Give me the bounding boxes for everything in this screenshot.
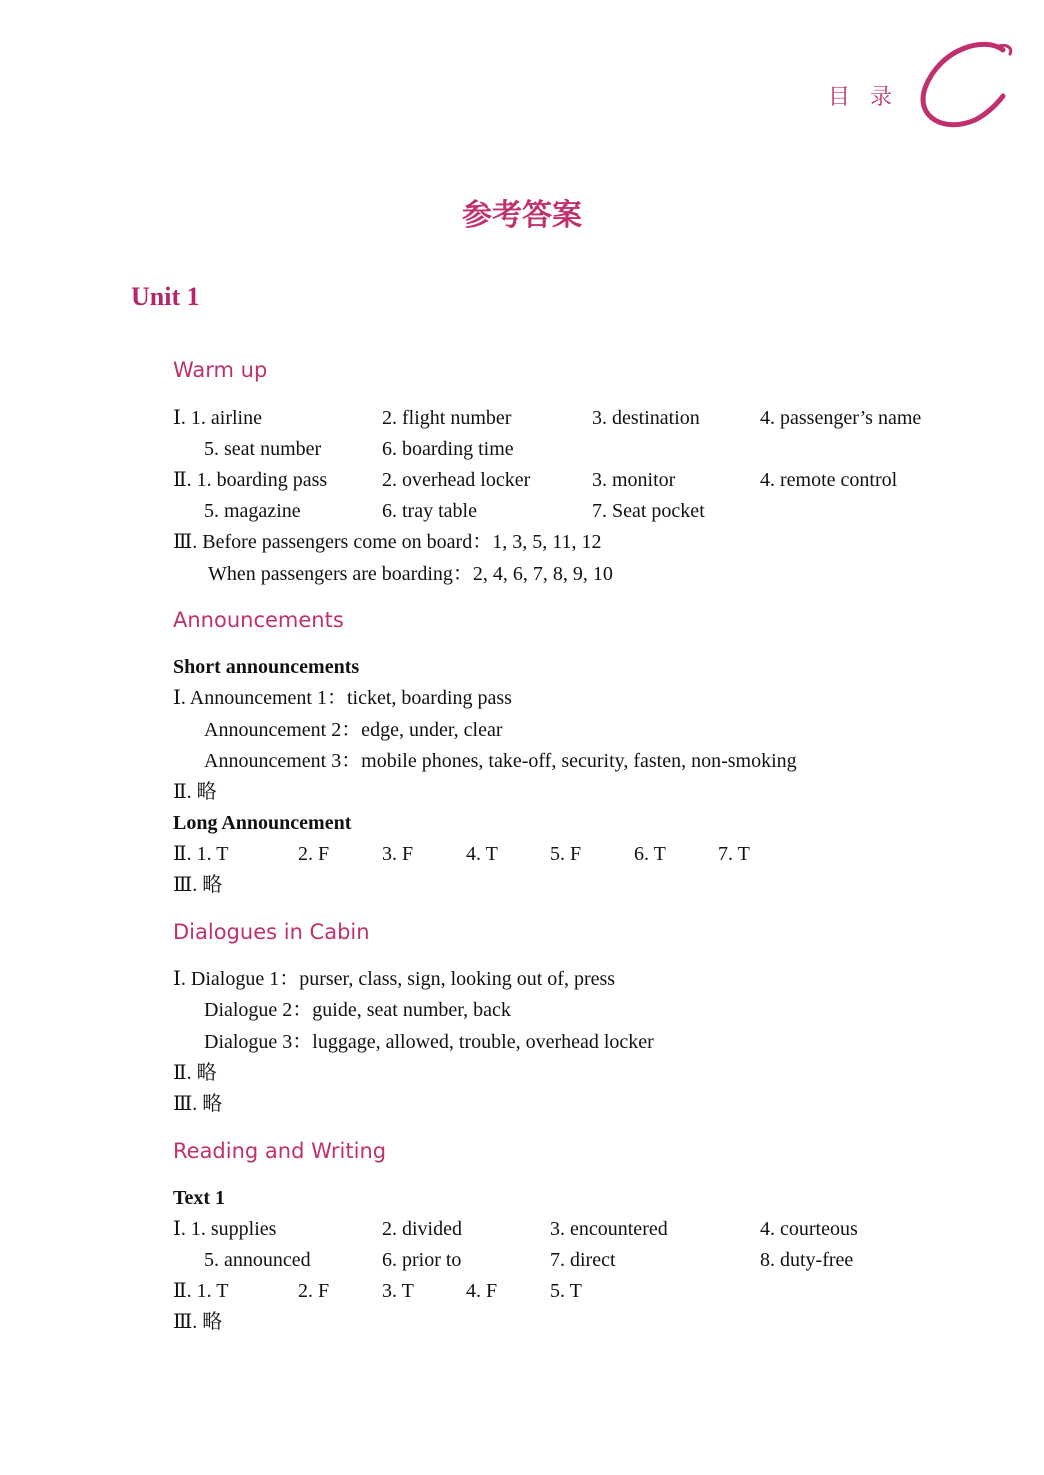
answer-item: 4. T (466, 843, 498, 865)
answer-line: Ⅱ. 略 (173, 1062, 217, 1084)
answer-item: Ⅱ. 1. T (173, 843, 229, 865)
answer-item: 4. remote control (760, 469, 898, 491)
answer-item: 5. magazine (204, 500, 301, 522)
subheading-text: Text 1 (173, 1187, 226, 1209)
section-heading-announcements: Announcements (173, 608, 344, 632)
subheading-text: Short announcements (173, 656, 360, 678)
answer-line: Dialogue 2：guide, seat number, back (204, 999, 511, 1021)
answer-line: Announcement 2：edge, under, clear (204, 719, 503, 741)
answer-item: 4. courteous (760, 1218, 858, 1240)
answer-item: 5. T (550, 1280, 582, 1302)
answer-item: 8. duty-free (760, 1249, 854, 1271)
answer-item: 5. F (550, 843, 582, 865)
answer-item: 6. tray table (382, 500, 477, 522)
answer-item: 4. passenger’s name (760, 407, 922, 429)
answer-line: When passengers are boarding：2, 4, 6, 7, 8, 9, 10 (208, 563, 613, 585)
answer-item: 2. flight number (382, 407, 512, 429)
answer-item: Ⅰ. 1. airline (173, 407, 262, 429)
answer-item: 2. F (298, 1280, 330, 1302)
answer-item: 7. Seat pocket (592, 500, 705, 522)
answer-item: 2. F (298, 843, 330, 865)
answer-line: Ⅱ. 略 (173, 781, 217, 803)
answer-item: 3. destination (592, 407, 700, 429)
subheading-text: Long Announcement (173, 812, 352, 834)
answer-item: 7. T (718, 843, 750, 865)
answer-line: Ⅲ. Before passengers come on board：1, 3, 5, 11, 12 (173, 531, 602, 553)
answer-item: 3. T (382, 1280, 414, 1302)
unit-heading: Unit 1 (131, 282, 200, 311)
answer-line: Dialogue 3：luggage, allowed, trouble, overhead locker (204, 1031, 654, 1053)
answer-item: 7. direct (550, 1249, 616, 1271)
answer-item: Ⅱ. 1. boarding pass (173, 469, 328, 491)
answer-line: Ⅲ. 略 (173, 874, 223, 896)
header-section-label: 目录 (828, 85, 913, 110)
answer-item: 6. prior to (382, 1249, 462, 1271)
answer-item: Ⅱ. 1. T (173, 1280, 229, 1302)
answer-line: Ⅲ. 略 (173, 1311, 223, 1333)
answer-item: 2. divided (382, 1218, 462, 1240)
answer-line: Ⅲ. 略 (173, 1093, 223, 1115)
answer-item: 6. T (634, 843, 666, 865)
section-heading-warm-up: Warm up (173, 358, 268, 382)
answer-item: 5. seat number (204, 438, 322, 460)
c-logo-icon (915, 38, 1015, 138)
answer-item: 3. monitor (592, 469, 676, 491)
section-heading-dialogues: Dialogues in Cabin (173, 920, 370, 944)
answer-item: 3. F (382, 843, 414, 865)
answer-item: 6. boarding time (382, 438, 514, 460)
answer-item: 4. F (466, 1280, 498, 1302)
answer-item: Ⅰ. 1. supplies (173, 1218, 277, 1240)
answer-line: Ⅰ. Announcement 1：ticket, boarding pass (173, 687, 512, 709)
answer-item: 2. overhead locker (382, 469, 531, 491)
answer-item: 3. encountered (550, 1218, 668, 1240)
answer-line: Announcement 3：mobile phones, take-off, security, fasten, non-smoking (204, 750, 797, 772)
answer-line: Ⅰ. Dialogue 1：purser, class, sign, looking out of, press (173, 968, 616, 990)
answer-item: 5. announced (204, 1249, 311, 1271)
page-title: 参考答案 (462, 198, 582, 233)
section-heading-reading: Reading and Writing (173, 1139, 387, 1163)
